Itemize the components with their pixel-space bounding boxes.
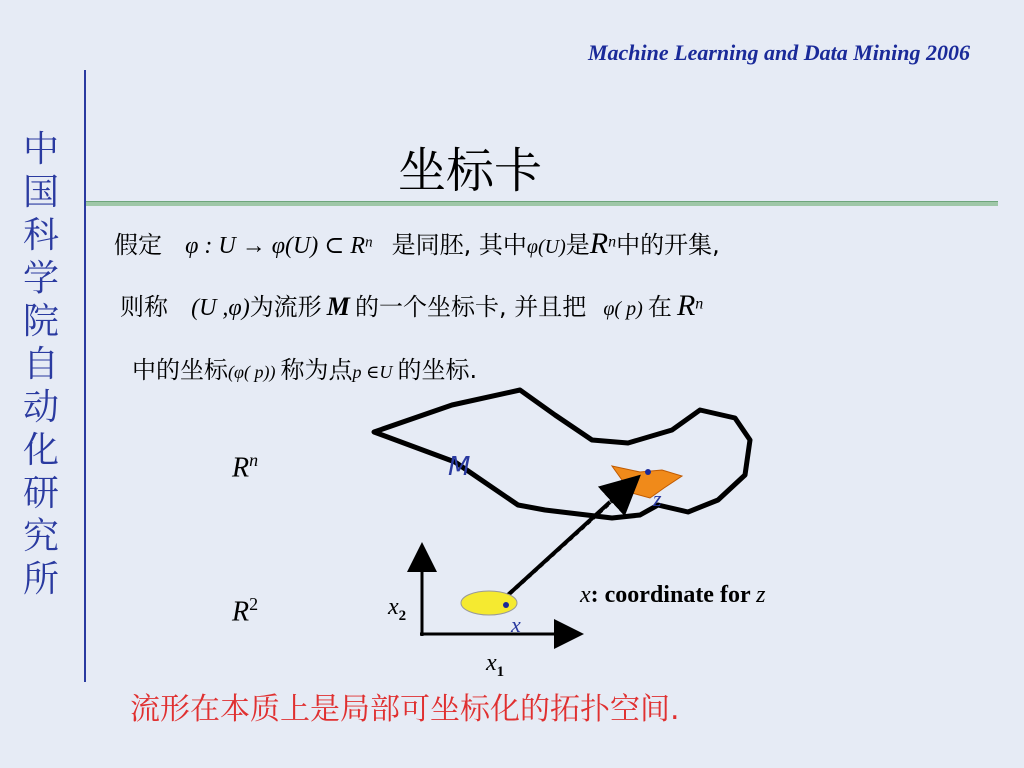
- math: R: [676, 289, 696, 322]
- footer-statement: 流形在本质上是局部可坐标化的拓扑空间.: [130, 692, 680, 727]
- math: φ(U): [526, 236, 566, 258]
- x2-sub: 2: [398, 607, 407, 624]
- side-char: 自: [22, 344, 59, 385]
- x2-text: x: [388, 594, 399, 620]
- side-char: 国: [22, 172, 59, 213]
- text: 中的开集,: [616, 231, 720, 259]
- math: M: [326, 292, 350, 321]
- point-z-dot: [645, 469, 651, 475]
- math-sup: n: [695, 295, 704, 313]
- r2-sup: 2: [249, 594, 259, 614]
- text: 的坐标.: [397, 356, 478, 384]
- caption-text: : coordinate for: [590, 582, 757, 608]
- math-sup: n: [365, 234, 373, 251]
- x-label: x: [511, 612, 521, 637]
- text: 中的坐标: [132, 356, 228, 384]
- math: (U ,φ): [191, 295, 250, 321]
- math: (φ( p)): [228, 362, 276, 382]
- side-char: 究: [22, 516, 59, 557]
- text: 的一个坐标卡, 并且把: [355, 293, 587, 321]
- caption-x: x: [580, 582, 591, 608]
- coordinate-region: [461, 591, 517, 615]
- side-char: 学: [22, 258, 59, 299]
- side-char: 动: [22, 387, 59, 428]
- x2-label: [388, 594, 406, 625]
- page-title: 坐标卡: [398, 143, 543, 199]
- side-char: 化: [22, 430, 59, 471]
- x1-text: x: [486, 650, 497, 676]
- text: 为流形: [249, 293, 322, 321]
- rn-sup: n: [249, 450, 259, 470]
- caption: [580, 582, 766, 609]
- z-label: z: [653, 486, 662, 511]
- text: 是: [565, 231, 590, 259]
- math-sup: n: [608, 233, 617, 251]
- math-map: φ : U → φ(U) ⊂ R: [185, 233, 366, 259]
- x1-label: [486, 650, 504, 681]
- header-title: Machine Learning and Data Mining 2006: [587, 40, 970, 65]
- text: 是同胚, 其中: [391, 231, 527, 259]
- text: 在: [647, 293, 672, 321]
- text: 假定: [114, 231, 162, 259]
- rn-text: R: [232, 452, 250, 484]
- side-char: 所: [22, 559, 59, 600]
- side-char: 中: [22, 129, 59, 170]
- math: R: [589, 227, 609, 260]
- point-x-dot: [503, 602, 509, 608]
- side-char: 科: [22, 215, 59, 256]
- math: φ( p): [603, 298, 643, 320]
- r2-label: [232, 594, 258, 628]
- text: 则称: [120, 293, 168, 321]
- manifold-outline: [374, 390, 750, 518]
- m-label: M: [448, 452, 471, 482]
- side-char: 研: [22, 473, 59, 514]
- r2-text: R: [232, 596, 250, 628]
- x1-sub: 1: [496, 663, 505, 680]
- caption-z: z: [756, 582, 766, 608]
- side-char: 院: [22, 301, 59, 342]
- math: p ∈U: [352, 362, 393, 382]
- text: 称为点: [280, 356, 353, 384]
- rn-label: [232, 450, 258, 484]
